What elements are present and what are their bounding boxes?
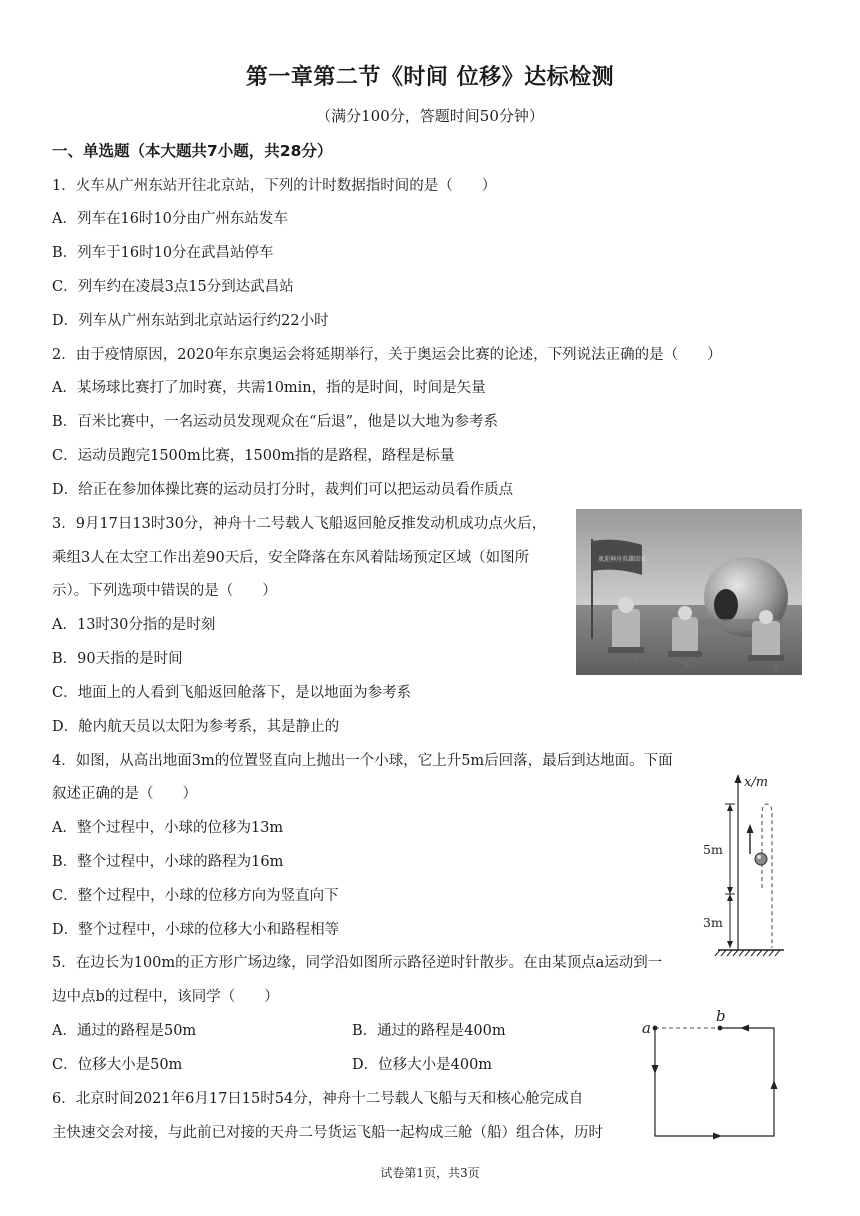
q4-option-d: D．整个过程中，小球的位移大小和路程相等 bbox=[52, 922, 340, 938]
q3-stem-line1: 3．9月17日13时30分，神舟十二号载人飞船返回舱反推发动机成功点火后， bbox=[52, 516, 547, 532]
point-a-label: a bbox=[642, 1019, 651, 1037]
q3-option-b: B．90天指的是时间 bbox=[52, 651, 183, 667]
point-b-label: b bbox=[716, 1008, 726, 1025]
q2-option-c: C．运动员跑完1500m比赛，1500m指的是路程，路程是标量 bbox=[52, 448, 455, 464]
q5-stem-line2: 边中点b的过程中，该同学（ ） bbox=[52, 989, 279, 1005]
q3-option-c: C．地面上的人看到飞船返回舱落下，是以地面为参考系 bbox=[52, 685, 412, 701]
page-subtitle: （满分100分，答题时间50分钟） bbox=[316, 107, 544, 125]
q1-stem: 1．火车从广州东站开往北京站，下列的计时数据指时间的是（ ） bbox=[52, 178, 497, 194]
section-heading: 一、单选题（本大题共7小题，共28分） bbox=[52, 142, 333, 160]
label-5m: 5m bbox=[703, 842, 723, 857]
q4-option-a: A．整个过程中，小球的位移为13m bbox=[52, 820, 284, 836]
q2-option-a: A．某场球比赛打了加时赛，共需10min，指的是时间，时间是矢量 bbox=[52, 380, 486, 396]
q1-option-c: C．列车约在凌晨3点15分到达武昌站 bbox=[52, 279, 294, 295]
axis-label: x/m bbox=[744, 775, 769, 790]
square-path-figure bbox=[640, 1008, 790, 1148]
q3-option-d: D．舱内航天员以太阳为参考系，其是静止的 bbox=[52, 719, 340, 735]
q5-option-c: C．位移大小是50m bbox=[52, 1057, 183, 1073]
q1-option-d: D．列车从广州东站到北京站运行约22小时 bbox=[52, 313, 329, 329]
page-footer: 试卷第1页，共3页 bbox=[380, 1166, 480, 1180]
q2-option-d: D．给正在参加体操比赛的运动员打分时，裁判们可以把运动员看作质点 bbox=[52, 482, 514, 498]
q4-option-b: B．整个过程中，小球的路程为16m bbox=[52, 854, 284, 870]
q5-option-d: D．位移大小是400m bbox=[352, 1057, 493, 1073]
flag-text: 欢迎神舟英雄回家 bbox=[598, 556, 647, 563]
q5-stem-line1: 5．在边长为100m的正方形广场边缘，同学沿如图所示路径逆时针散步。在由某顶点a运动到一 bbox=[52, 955, 663, 971]
q2-option-b: B．百米比赛中，一名运动员发现观众在“后退”，他是以大地为参考系 bbox=[52, 414, 498, 430]
q3-stem-line2: 乘组3人在太空工作出差90天后，安全降落在东风着陆场预定区域（如图所 bbox=[52, 550, 530, 566]
ball-throw-figure bbox=[700, 770, 790, 962]
q6-stem-line1: 6．北京时间2021年6月17日15时54分，神舟十二号载人飞船与天和核心舱完成自 bbox=[52, 1091, 584, 1107]
q3-stem-line3: 示）。下列选项中错误的是（ ） bbox=[52, 583, 277, 599]
q4-stem-line2: 叙述正确的是（ ） bbox=[52, 786, 197, 802]
q4-stem-line1: 4．如图，从高出地面3m的位置竖直向上抛出一个小球，它上升5m后回落，最后到达地面。下面 bbox=[52, 753, 673, 769]
q2-stem: 2．由于疫情原因，2020年东京奥运会将延期举行，关于奥运会比赛的论述，下列说法正确的是（ ） bbox=[52, 347, 722, 363]
q1-option-a: A．列车在16时10分由广州东站发车 bbox=[52, 211, 288, 227]
q5-option-a: A．通过的路程是50m bbox=[52, 1023, 197, 1039]
capsule-landing-photo bbox=[576, 509, 802, 675]
q1-option-b: B．列车于16时10分在武昌站停车 bbox=[52, 245, 274, 261]
page-title: 第一章第二节《时间 位移》达标检测 bbox=[245, 65, 615, 90]
q4-option-c: C．整个过程中，小球的位移方向为竖直向下 bbox=[52, 888, 339, 904]
label-3m: 3m bbox=[703, 915, 723, 930]
q5-option-b: B．通过的路程是400m bbox=[352, 1023, 506, 1039]
q6-stem-line2: 主快速交会对接，与此前已对接的天舟二号货运飞船一起构成三舱（船）组合体，历时 bbox=[52, 1125, 603, 1141]
q3-option-a: A．13时30分指的是时刻 bbox=[52, 617, 216, 633]
capsule-photo-illustration bbox=[576, 509, 802, 675]
